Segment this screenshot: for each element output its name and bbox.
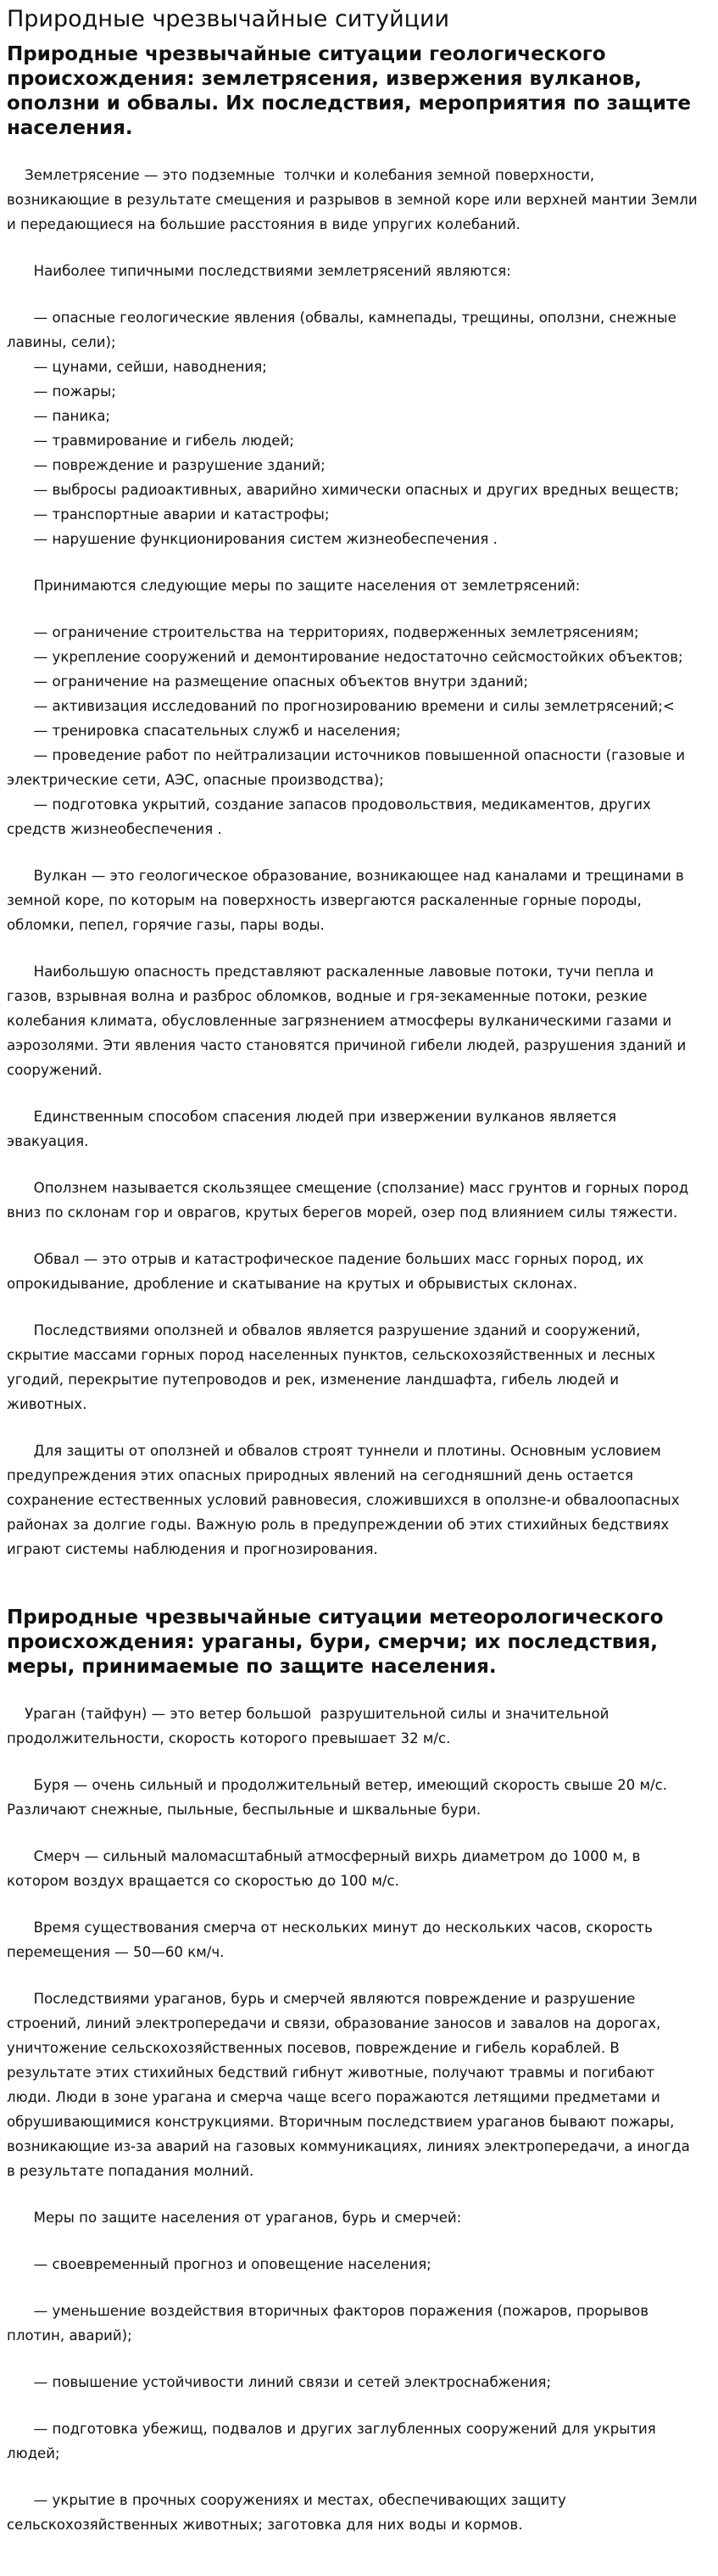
list-item: — повышение устойчивости линий связи и сетей электроснабжения; <box>7 2374 552 2390</box>
paragraph: Наиболее типичными последствиями землетрясений являются: <box>7 263 511 279</box>
list-item: — укрытие в прочных сооружениях и местах, обеспечивающих защиту сельскохозяйственных животных; заготовка для них воды и кормов. <box>7 2492 571 2533</box>
paragraph: Последствиями оползней и обвалов является разрушение зданий и сооружений, скрытие массами горных пород населенных пунктов, сельскохозяйственных и лесных угодий, перекрытие путепроводов и рек, изменение ландшафта, гибель людей и животных. <box>7 1322 660 1412</box>
paragraph: Последствиями ураганов, бурь и смерчей являются повреждение и разрушение строений, линий электропередачи и связи, образование заносов и завалов на дорогах, уничтожение сельскохозяйственных посевов, повреждение и гибель кораблей. В результате этих стихийных бедствий гибнут животные, получают травмы и погибают люди. Люди в зоне урагана и смерча чаще всего поражаются летящими предметами и обрушивающимися конструкциями. Вторичным последствием ураганов бывают пожары, возникающие из-за аварий на газовых коммуникациях, линиях электропередачи, а иногда в результате попадания молний. <box>7 1991 695 2179</box>
list-item: — своевременный прогноз и оповещение населения; <box>7 2256 431 2272</box>
paragraph: Вулкан — это геологическое образование, возникающее над каналами и трещинами в земной коре, по которым на поверхность извергаются раскаленные горные породы, обломки, пепел, горячие газы, пары воды. <box>7 868 689 933</box>
list-item: — выбросы радиоактивных, аварийно химически опасных и других вредных веществ; <box>7 482 680 498</box>
section-heading-geological: Природные чрезвычайные ситуации геологического происхождения: землетрясения, извержения вулканов, оползни и обвалы. Их последствия, мероприятия по защите населения. <box>7 43 691 139</box>
list-item: — активизация исследований по прогнозированию времени и силы землетрясений;< <box>7 698 675 714</box>
list-item: — тренировка спасательных служб и населения; <box>7 723 401 739</box>
page-title: Природные чрезвычайные ситуйции <box>7 6 450 32</box>
paragraph: Наибольшую опасность представляют раскаленные лавовые потоки, тучи пепла и газов, взрывная волна и разброс обломков, водные и гря-зекаменные потоки, резкие колебания климата, обусловленные загрязнением атмосферы вулканическими газами и аэрозолями. Эти явления часто становятся причиной гибели людей, разрушения зданий и сооружений. <box>7 964 691 1078</box>
storm-measures-list <box>7 2252 698 2537</box>
earthquake-measures-list <box>7 620 698 841</box>
list-item: — нарушение функционирования систем жизнеобеспечения . <box>7 531 498 547</box>
paragraph: Землетрясение — это подземные толчки и колебания земной поверхности, возникающие в результате смещения и разрывов в земной коре или верхней мантии Земли и передающиеся на большие расстояния в виде упругих колебаний. <box>7 167 702 232</box>
list-item: — транспортные аварии и катастрофы; <box>7 506 330 522</box>
paragraph: Оползнем называется скользящее смещение (сползание) масс грунтов и горных пород вниз по склонам гор и оврагов, крутых берегов морей, озер под влиянием силы тяжести. <box>7 1180 693 1221</box>
paragraph: Смерч — сильный маломасштабный атмосферный вихрь диаметром до 1000 м, в котором воздух вращается со скоростью до 100 м/с. <box>7 1848 645 1889</box>
list-item: — подготовка укрытий, создание запасов продовольствия, медикаментов, других средств жизнеобеспечения . <box>7 796 656 837</box>
section-heading-meteorological: Природные чрезвычайные ситуации метеорологического происхождения: ураганы, бури, смерчи; их последствия, меры, принимаемые по защите населения. <box>7 1607 664 1678</box>
list-item: — опасные геологические явления (обвалы, камнепады, трещины, оползни, снежные лавины, сели); <box>7 310 682 350</box>
list-item: — травмирование и гибель людей; <box>7 433 295 449</box>
paragraph: Для защиты от оползней и обвалов строят туннели и плотины. Основным условием предупреждения этих опасных природных явлений на сегодняшний день остается сохранение естественных условий равновесия, сложившихся в оползне-и обвалоопасных районах за долгие годы. Важную роль в предупреждении об этих стихийных бедствиях играют системы наблюдения и прогнозирования. <box>7 1443 684 1557</box>
list-item: — уменьшение воздействия вторичных факторов поражения (пожаров, прорывов плотин, аварий); <box>7 2303 654 2344</box>
list-item: — подготовка убежищ, подвалов и других заглубленных сооружений для укрытия людей; <box>7 2421 661 2461</box>
paragraph: Время существования смерча от нескольких минут до нескольких часов, скорость перемещения — 50—60 км/ч. <box>7 1919 658 1960</box>
list-item: — цунами, сейши, наводнения; <box>7 359 267 375</box>
paragraph: Меры по защите населения от ураганов, бурь и смерчей: <box>7 2210 462 2226</box>
list-item: — повреждение и разрушение зданий; <box>7 457 326 473</box>
list-item: — пожары; <box>7 383 116 400</box>
list-item: — ограничение на размещение опасных объектов внутри зданий; <box>7 673 529 690</box>
paragraph: Ураган (тайфун) — это ветер большой разрушительной силы и значительной продолжительности, скорость которого превышает 32 м/с. <box>7 1706 614 1746</box>
paragraph: Принимаются следующие меры по защите населения от землетрясений: <box>7 578 581 594</box>
earthquake-consequences-list <box>7 305 698 551</box>
paragraph: Буря — очень сильный и продолжительный ветер, имеющий скорость свыше 20 м/с. Различают снежные, пыльные, беспыльные и шквальные бури. <box>7 1777 672 1818</box>
list-item: — укрепление сооружений и демонтирование недостаточно сейсмостойких объектов; <box>7 649 683 665</box>
list-item: — проведение работ по нейтрализации источников повышенной опасности (газовые и электрические сети, АЭС, опасные производства); <box>7 747 690 788</box>
paragraph: Обвал — это отрыв и катастрофическое падение больших масс горных пород, их опрокидывание, дробление и скатывание на крутых и обрывистых склонах. <box>7 1251 648 1292</box>
list-item: — ограничение строительства на территориях, подверженных землетрясениям; <box>7 624 639 640</box>
paragraph: Единственным способом спасения людей при извержении вулканов является эвакуация. <box>7 1109 621 1149</box>
list-item: — паника; <box>7 408 110 424</box>
